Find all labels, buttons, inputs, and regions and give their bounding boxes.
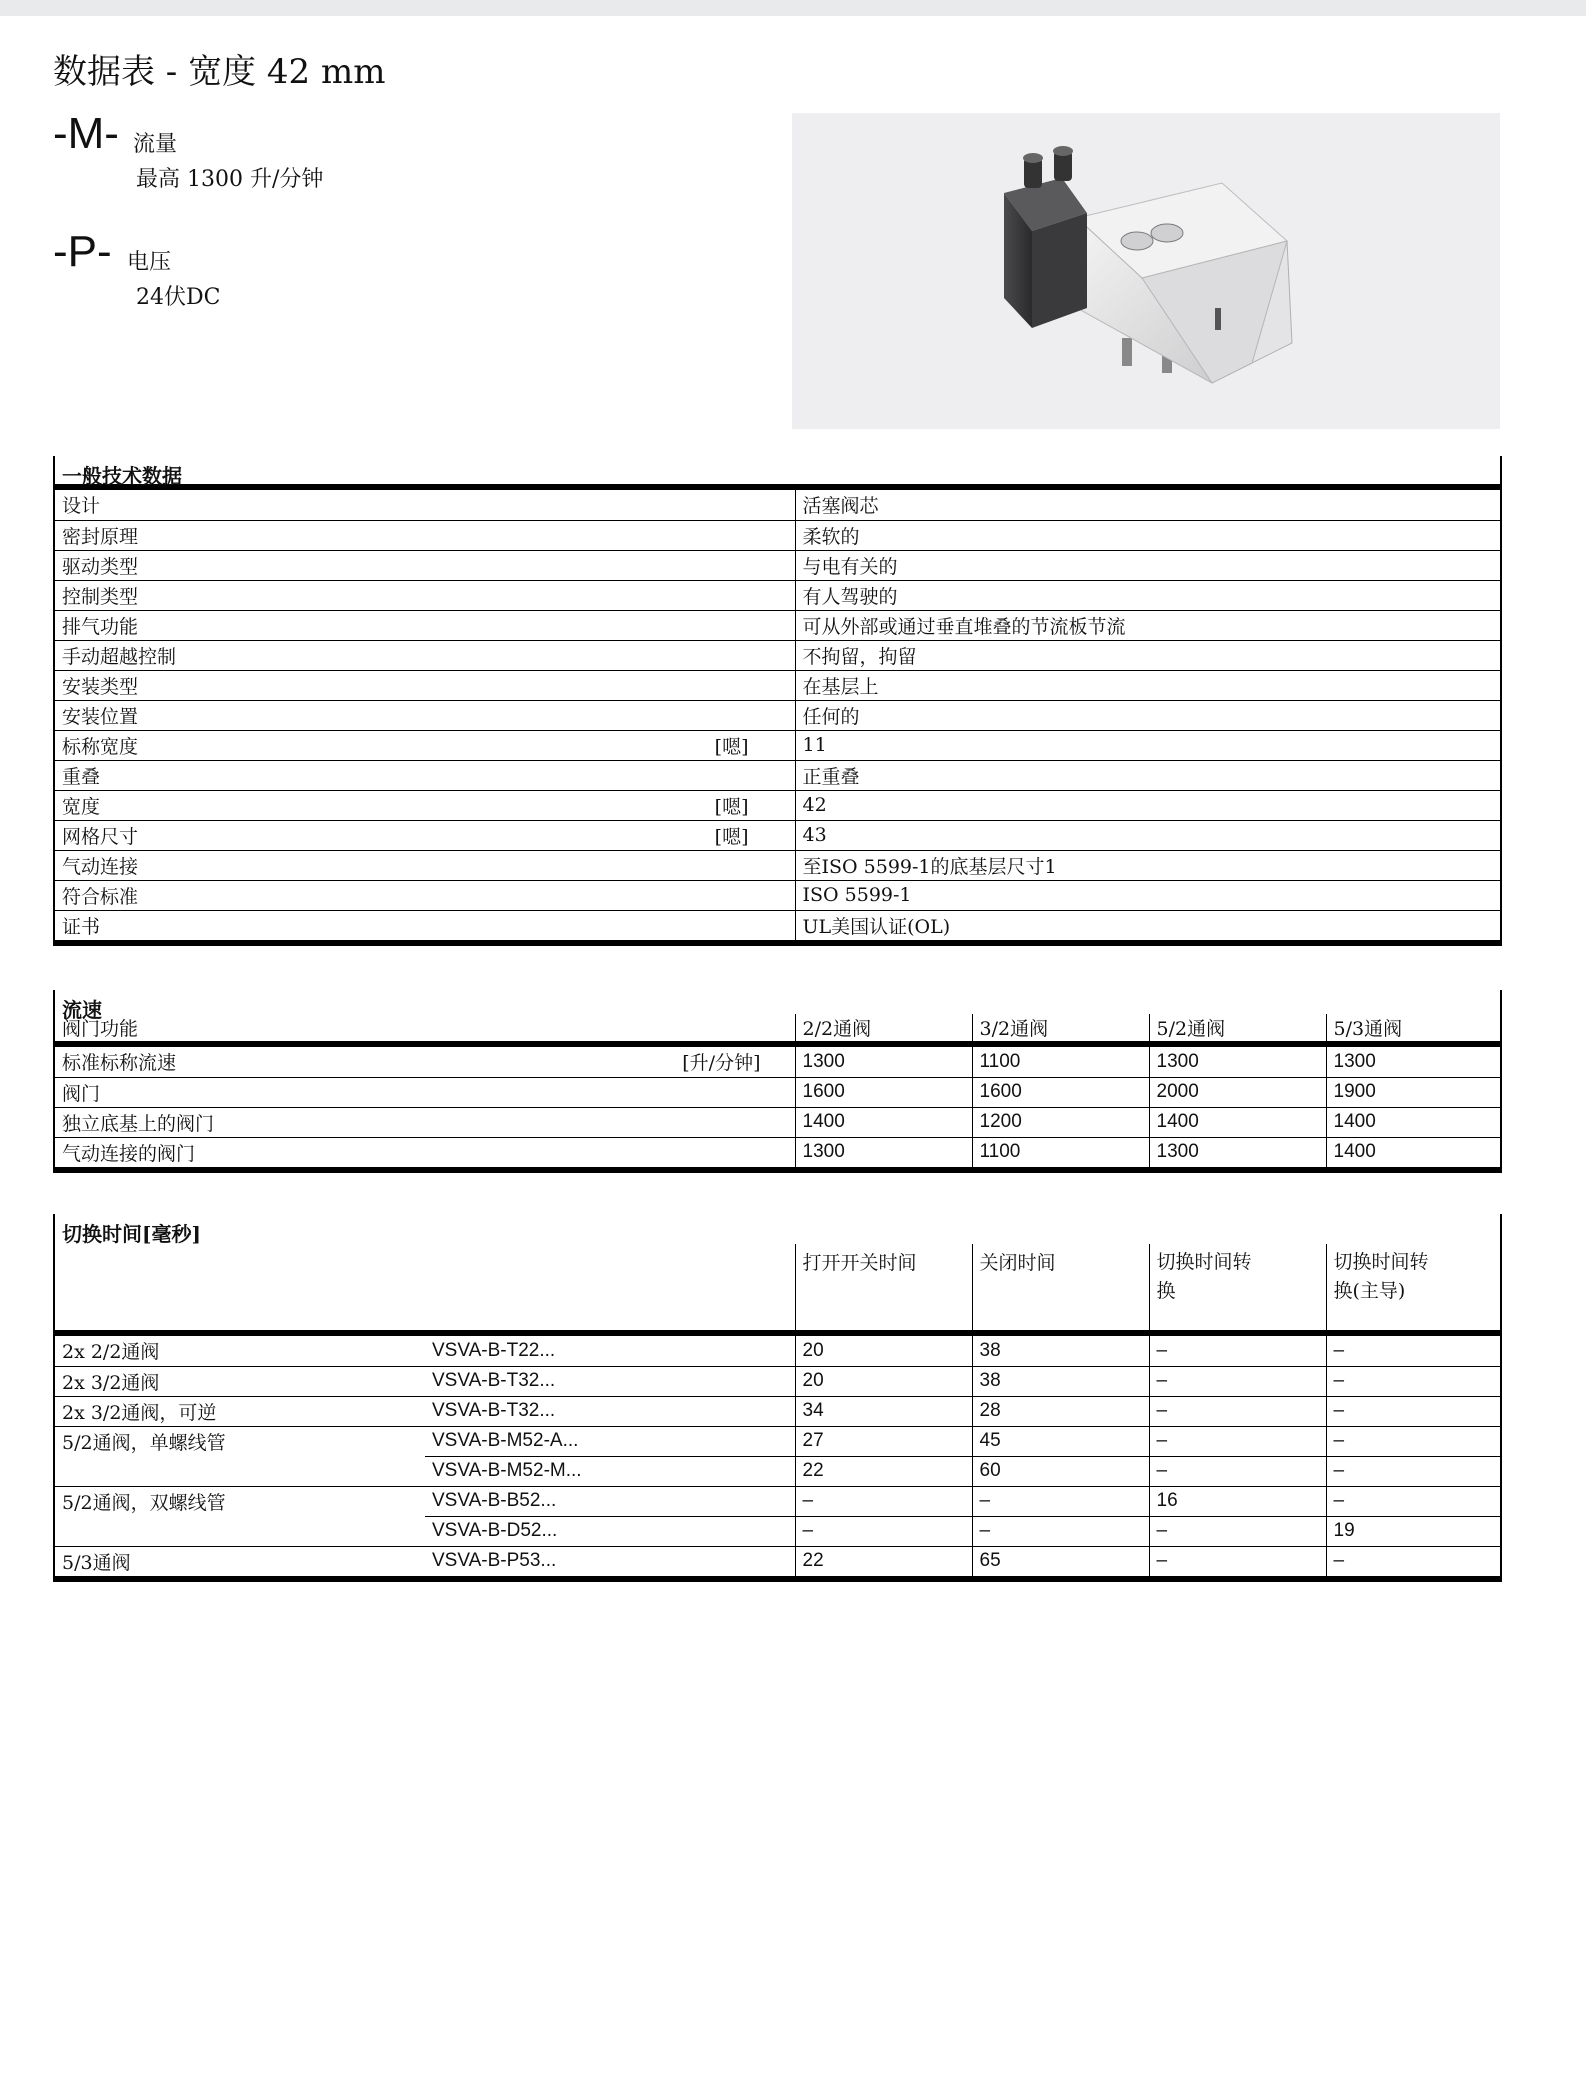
switching-header-table: [55, 1244, 1500, 1330]
switching-col-header: 切换时间转 换: [1149, 1244, 1326, 1330]
row-unit: [嗯]: [714, 735, 749, 758]
general-row-value: 不拘留，拘留: [795, 640, 1500, 670]
switching-row-model: VSVA-B-B52...: [425, 1486, 795, 1516]
row-label: 网格尺寸: [62, 825, 139, 848]
general-row-value: 42: [795, 790, 1500, 820]
switching-row-model: VSVA-B-M52-A...: [425, 1426, 795, 1456]
general-data-table: [55, 490, 1500, 940]
switching-table: [55, 1336, 1500, 1576]
table-row: [55, 760, 1500, 790]
row-unit: [嗯]: [714, 825, 749, 848]
table-row: [55, 640, 1500, 670]
switching-value: –: [1149, 1426, 1326, 1456]
row-label: 阀门: [62, 1082, 101, 1105]
switching-value: 60: [972, 1456, 1149, 1486]
table-row: [55, 730, 1500, 760]
flow-row-label: [55, 1137, 795, 1167]
general-row-value: 11: [795, 730, 1500, 760]
flow-value: 1100: [972, 1137, 1149, 1167]
table-row: [55, 1107, 1500, 1137]
table-row: [55, 790, 1500, 820]
general-row-value: 可从外部或通过垂直堆叠的节流板节流: [795, 610, 1500, 640]
switching-value: –: [1149, 1546, 1326, 1576]
switching-value: –: [972, 1516, 1149, 1546]
table-row: [55, 1336, 1500, 1366]
flow-value: 1300: [1326, 1047, 1500, 1077]
table-row: [55, 1486, 1500, 1516]
general-row-value: 至ISO 5599-1的底基层尺寸1: [795, 850, 1500, 880]
flow-col-header: 5/2通阀: [1149, 1014, 1326, 1041]
flow-value: 1400: [1326, 1137, 1500, 1167]
flow-value: 1600: [972, 1077, 1149, 1107]
switching-value: 38: [972, 1336, 1149, 1366]
general-row-label: [55, 640, 795, 670]
table-row: [55, 1426, 1500, 1456]
divider: [55, 940, 1500, 946]
flow-value: 1400: [795, 1107, 972, 1137]
row-label: 重叠: [62, 765, 101, 788]
table-row: [55, 880, 1500, 910]
code-m-label: 流量: [133, 132, 178, 157]
switching-value: 28: [972, 1396, 1149, 1426]
switching-col-header: 打开开关时间: [795, 1244, 972, 1330]
switching-value: 20: [795, 1336, 972, 1366]
row-label: 控制类型: [62, 585, 139, 608]
switching-row-label: 5/2通阀，单螺线管: [62, 1431, 226, 1454]
row-label: 宽度: [62, 795, 101, 818]
row-label: 安装类型: [62, 675, 139, 698]
switching-value: 38: [972, 1366, 1149, 1396]
switching-value: –: [1149, 1456, 1326, 1486]
switching-value: 19: [1326, 1516, 1500, 1546]
switching-value: –: [1149, 1396, 1326, 1426]
switching-value: –: [1326, 1546, 1500, 1576]
table-row: [55, 670, 1500, 700]
general-row-label: [55, 880, 795, 910]
switching-value: –: [1326, 1396, 1500, 1426]
general-row-label: [55, 580, 795, 610]
row-label: 证书: [62, 915, 101, 938]
flow-header-table: [55, 1014, 1500, 1041]
row-label: 设计: [62, 495, 101, 518]
divider: [55, 1167, 1500, 1173]
switching-value: –: [1149, 1336, 1326, 1366]
switching-value: 16: [1149, 1486, 1326, 1516]
general-row-value: 任何的: [795, 700, 1500, 730]
switching-row-label: 5/2通阀，双螺线管: [62, 1491, 226, 1514]
table-row: [55, 1456, 1500, 1486]
general-row-value: 在基层上: [795, 670, 1500, 700]
switching-row-model: VSVA-B-T32...: [425, 1366, 795, 1396]
flow-col-header: 2/2通阀: [795, 1014, 972, 1041]
switching-value: 20: [795, 1366, 972, 1396]
general-row-label: [55, 820, 795, 850]
switching-value: –: [1149, 1516, 1326, 1546]
flow-row-label: [55, 1047, 795, 1077]
table-row: [55, 700, 1500, 730]
table-row: [55, 1516, 1500, 1546]
top-bar: [0, 0, 1586, 16]
flow-value: 2000: [1149, 1077, 1326, 1107]
general-row-label: [55, 520, 795, 550]
general-row-label: [55, 700, 795, 730]
switching-row-model: VSVA-B-M52-M...: [425, 1456, 795, 1486]
switching-value: –: [1149, 1366, 1326, 1396]
general-row-label: [55, 670, 795, 700]
general-row-value: 柔软的: [795, 520, 1500, 550]
table-row: [55, 580, 1500, 610]
row-label: 驱动类型: [62, 555, 139, 578]
valve-illustration: [792, 113, 1500, 429]
row-unit: [升/分钟]: [682, 1052, 761, 1075]
general-row-label: [55, 760, 795, 790]
switching-row-model: VSVA-B-P53...: [432, 1550, 557, 1572]
row-label: 手动超越控制: [62, 645, 177, 668]
general-row-label: [55, 850, 795, 880]
flow-value: 1300: [795, 1137, 972, 1167]
switching-value: –: [1326, 1366, 1500, 1396]
switching-value: –: [795, 1486, 972, 1516]
flow-value: 1200: [972, 1107, 1149, 1137]
page-title: 数据表 - 宽度 42 mm: [53, 52, 386, 92]
divider: [55, 1576, 1500, 1582]
row-label: 密封原理: [62, 525, 139, 548]
general-row-value: UL美国认证(OL): [795, 910, 1500, 940]
table-row: [55, 1366, 1500, 1396]
row-label: 标准标称流速: [62, 1052, 177, 1075]
table-row: [55, 910, 1500, 940]
general-row-value: ISO 5599-1: [795, 880, 1500, 910]
flow-title: 流速: [62, 998, 102, 1022]
flow-table: [55, 1047, 1500, 1167]
switching-value: 22: [795, 1456, 972, 1486]
switching-value: –: [1326, 1336, 1500, 1366]
general-row-value: 43: [795, 820, 1500, 850]
switching-row-model: VSVA-B-T32...: [425, 1396, 795, 1426]
switching-value: –: [1326, 1486, 1500, 1516]
switching-row-model: VSVA-B-T22...: [425, 1336, 795, 1366]
switching-section: [53, 1214, 1502, 1582]
table-row: [55, 490, 1500, 520]
code-p: -P-: [53, 227, 112, 276]
switching-row-label: 2x 2/2通阀: [55, 1336, 425, 1366]
general-row-label: [55, 730, 795, 760]
switching-value: 45: [972, 1426, 1149, 1456]
switching-value: 34: [795, 1396, 972, 1426]
flow-value: 1100: [972, 1047, 1149, 1077]
row-label: 符合标准: [62, 885, 139, 908]
row-label: 排气功能: [62, 615, 139, 638]
switching-value: –: [1326, 1426, 1500, 1456]
general-row-label: [55, 910, 795, 940]
table-row: [55, 1396, 1500, 1426]
row-label: 独立底基上的阀门: [62, 1112, 215, 1135]
general-row-value: 与电有关的: [795, 550, 1500, 580]
switching-row-model: VSVA-B-D52...: [425, 1516, 795, 1546]
row-label: 标称宽度: [62, 735, 139, 758]
table-row: [55, 610, 1500, 640]
code-m: -M-: [53, 109, 119, 158]
switching-row-label: 2x 3/2通阀: [55, 1366, 425, 1396]
flow-col-header: 3/2通阀: [972, 1014, 1149, 1041]
flow-value: 1300: [1149, 1137, 1326, 1167]
flow-value: 1400: [1149, 1107, 1326, 1137]
switching-row-label: 5/3通阀: [62, 1551, 131, 1574]
switching-col-header: 关闭时间: [972, 1244, 1149, 1330]
general-row-label: [55, 490, 795, 520]
flow-value: 1900: [1326, 1077, 1500, 1107]
switching-row-label: [55, 1456, 425, 1486]
flow-row-label: [55, 1107, 795, 1137]
flow-row-label: [55, 1077, 795, 1107]
table-row: [55, 550, 1500, 580]
table-row: [55, 820, 1500, 850]
switching-value: 22: [795, 1546, 972, 1576]
row-label: 气动连接的阀门: [62, 1142, 196, 1165]
table-row: [55, 850, 1500, 880]
table-row: [55, 520, 1500, 550]
general-row-value: 有人驾驶的: [795, 580, 1500, 610]
table-row: [55, 1047, 1500, 1077]
general-row-value: 正重叠: [795, 760, 1500, 790]
table-row: [55, 1137, 1500, 1167]
switching-col-header: 切换时间转 换(主导): [1326, 1244, 1500, 1330]
switching-value: –: [795, 1516, 972, 1546]
flow-value: 1600: [795, 1077, 972, 1107]
code-p-value: 24伏DC: [136, 285, 221, 310]
flow-value: 1300: [1149, 1047, 1326, 1077]
switching-title: 切换时间[毫秒]: [62, 1222, 201, 1246]
switching-value: 65: [972, 1546, 1149, 1576]
row-label: 气动连接: [62, 855, 139, 878]
product-image: [792, 113, 1500, 429]
switching-row-label: 2x 3/2通阀，可逆: [55, 1396, 425, 1426]
switching-value: –: [1326, 1456, 1500, 1486]
flow-value: 1300: [795, 1047, 972, 1077]
switching-value: 27: [795, 1426, 972, 1456]
flow-section: [53, 990, 1502, 1173]
switching-value: –: [972, 1486, 1149, 1516]
general-row-label: [55, 550, 795, 580]
row-unit: [嗯]: [714, 795, 749, 818]
row-label: 安装位置: [62, 705, 139, 728]
general-row-label: [55, 610, 795, 640]
table-row: [55, 1546, 1500, 1576]
flow-value: 1400: [1326, 1107, 1500, 1137]
general-row-label: [55, 790, 795, 820]
switching-row-label: [55, 1516, 425, 1546]
general-data-section: [53, 456, 1502, 946]
code-p-label: 电压: [127, 250, 172, 275]
flow-col-header: 5/3通阀: [1326, 1014, 1500, 1041]
flow-header-label: 阀门功能: [62, 1018, 139, 1040]
general-data-title: 一般技术数据: [62, 464, 182, 488]
general-row-value: 活塞阀芯: [795, 490, 1500, 520]
code-m-value: 最高 1300 升/分钟: [136, 167, 324, 192]
table-row: [55, 1077, 1500, 1107]
